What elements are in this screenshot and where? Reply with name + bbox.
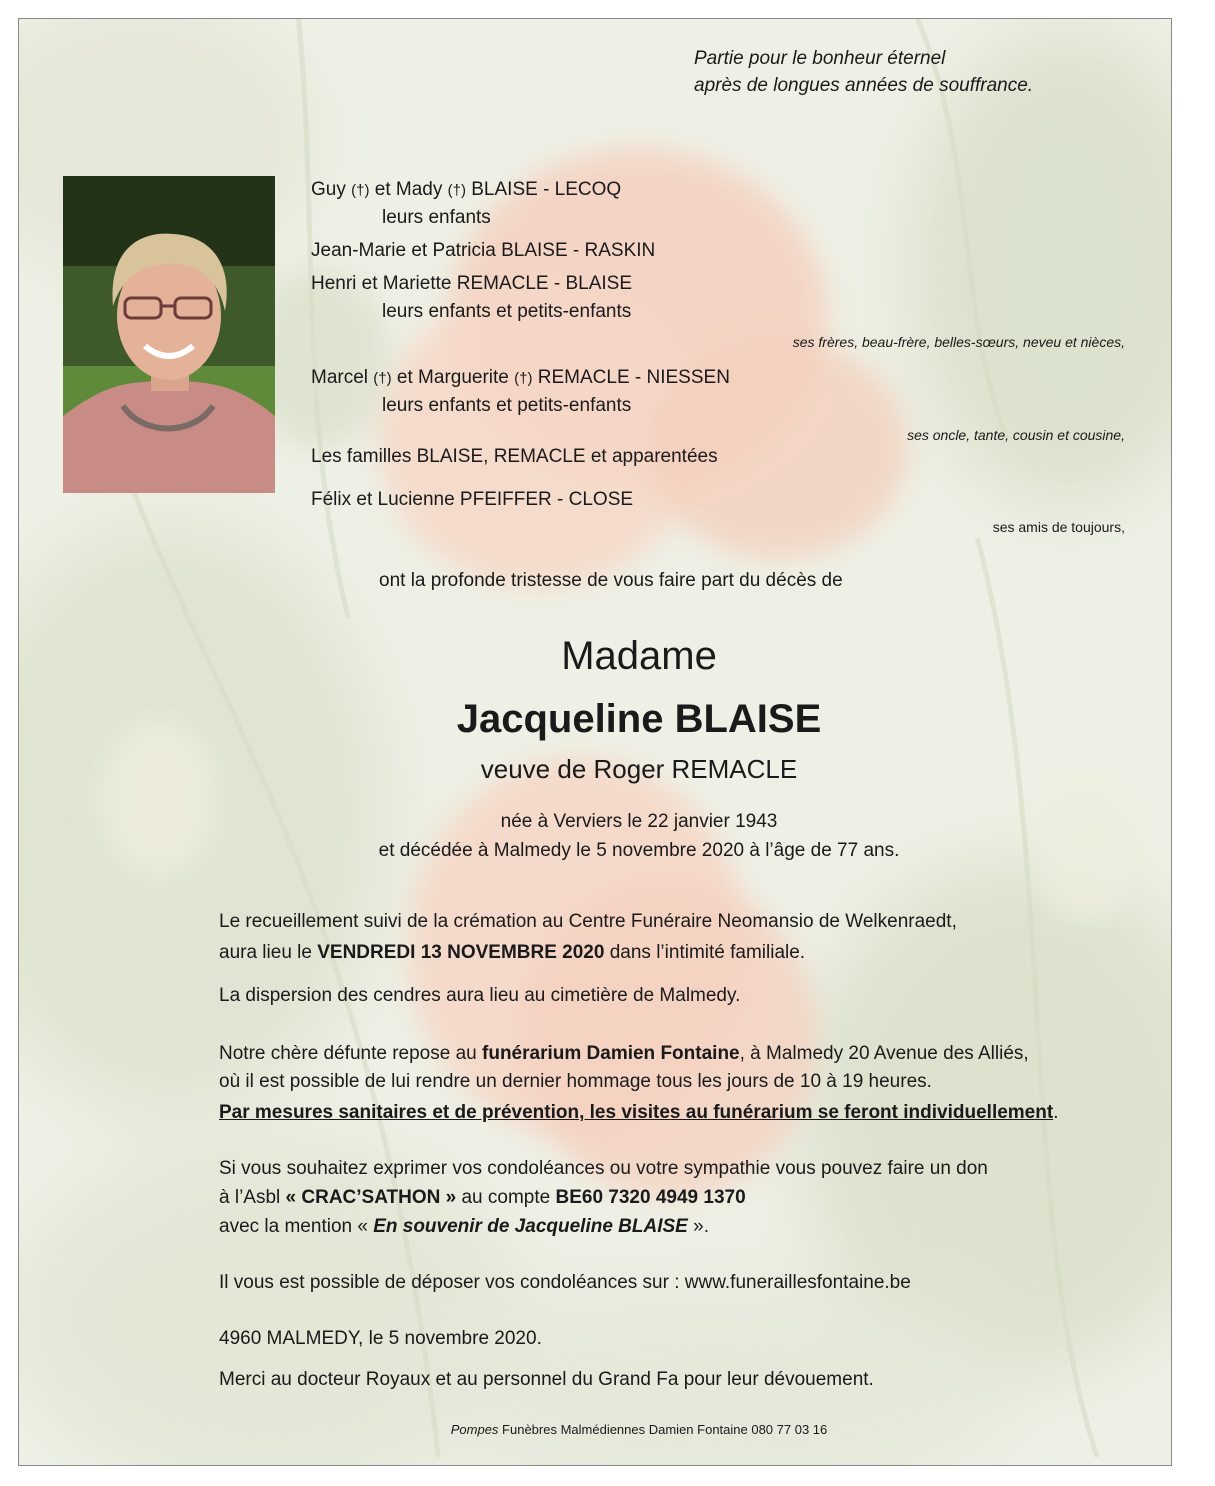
condolences-website: Il vous est possible de déposer vos condoléances sur : www.funeraillesfontaine.be	[219, 1272, 911, 1293]
family-marcel-children: leurs enfants et petits-enfants	[382, 395, 632, 416]
donation-line-3: avec la mention « En souvenir de Jacqueline BLAISE ».	[219, 1216, 709, 1237]
family-jean-marie: Jean-Marie et Patricia BLAISE - RASKIN	[311, 240, 656, 261]
thanks: Merci au docteur Royaux et au personnel du Grand Fa pour leur dévouement.	[219, 1369, 874, 1390]
deceased-died: et décédée à Malmedy le 5 novembre 2020 à l’âge de 77 ans.	[378, 840, 900, 861]
funerarium-line-1: Notre chère défunte repose au funérarium Damien Fontaine, à Malmedy 20 Avenue des Alliés,	[219, 1043, 1029, 1064]
note-uncle: ses oncle, tante, cousin et cousine,	[907, 427, 1125, 443]
family-henri: Henri et Mariette REMACLE - BLAISE	[311, 273, 632, 294]
deceased-name: Jacqueline BLAISE	[456, 697, 822, 741]
family-marcel: Marcel (†) et Marguerite (†) REMACLE - NIESSEN	[311, 367, 730, 388]
funerarium-sanitary-notice: Par mesures sanitaires et de prévention, les visites au funérarium se feront individuellement.	[219, 1102, 1059, 1123]
note-siblings: ses frères, beau-frère, belles-sœurs, neveu et nièces,	[792, 334, 1125, 350]
donation-line-1: Si vous souhaitez exprimer vos condoléances ou votre sympathie vous pouvez faire un don	[219, 1158, 988, 1179]
family-felix: Félix et Lucienne PFEIFFER - CLOSE	[311, 489, 634, 510]
footer: Pompes Funèbres Malmédiennes Damien Fontaine 080 77 03 16	[450, 1422, 828, 1437]
donation-line-2: à l’Asbl « CRAC’SATHON » au compte BE60 7320 4949 1370	[219, 1187, 746, 1208]
deceased-photo	[63, 176, 275, 493]
announcement: ont la profonde tristesse de vous faire part du décès de	[379, 570, 843, 591]
deceased-title: Madame	[561, 634, 717, 678]
deceased-widow: veuve de Roger REMACLE	[480, 754, 798, 784]
funerarium-line-2: où il est possible de lui rendre un dernier hommage tous les jours de 10 à 19 heures.	[219, 1071, 932, 1092]
ceremony-dispersion: La dispersion des cendres aura lieu au cimetière de Malmedy.	[219, 985, 741, 1006]
ceremony-line-2: aura lieu le VENDREDI 13 NOVEMBRE 2020 dans l’intimité familiale.	[219, 942, 806, 963]
family-guy-mady: Guy (†) et Mady (†) BLAISE - LECOQ	[311, 179, 622, 200]
place-date: 4960 MALMEDY, le 5 novembre 2020.	[219, 1328, 542, 1349]
family-henri-children: leurs enfants et petits-enfants	[382, 301, 632, 322]
epigraph-line-1: Partie pour le bonheur éternel	[694, 48, 946, 69]
family-guy-children: leurs enfants	[382, 207, 491, 228]
epigraph-line-2: après de longues années de souffrance.	[694, 75, 1034, 96]
ceremony-line-1: Le recueillement suivi de la crémation au Centre Funéraire Neomansio de Welkenraedt,	[219, 911, 957, 932]
note-friends: ses amis de toujours,	[992, 519, 1125, 535]
obituary-page	[18, 18, 1172, 1466]
family-blaise-remacle: Les familles BLAISE, REMACLE et apparentées	[311, 446, 718, 467]
deceased-born: née à Verviers le 22 janvier 1943	[500, 811, 778, 832]
